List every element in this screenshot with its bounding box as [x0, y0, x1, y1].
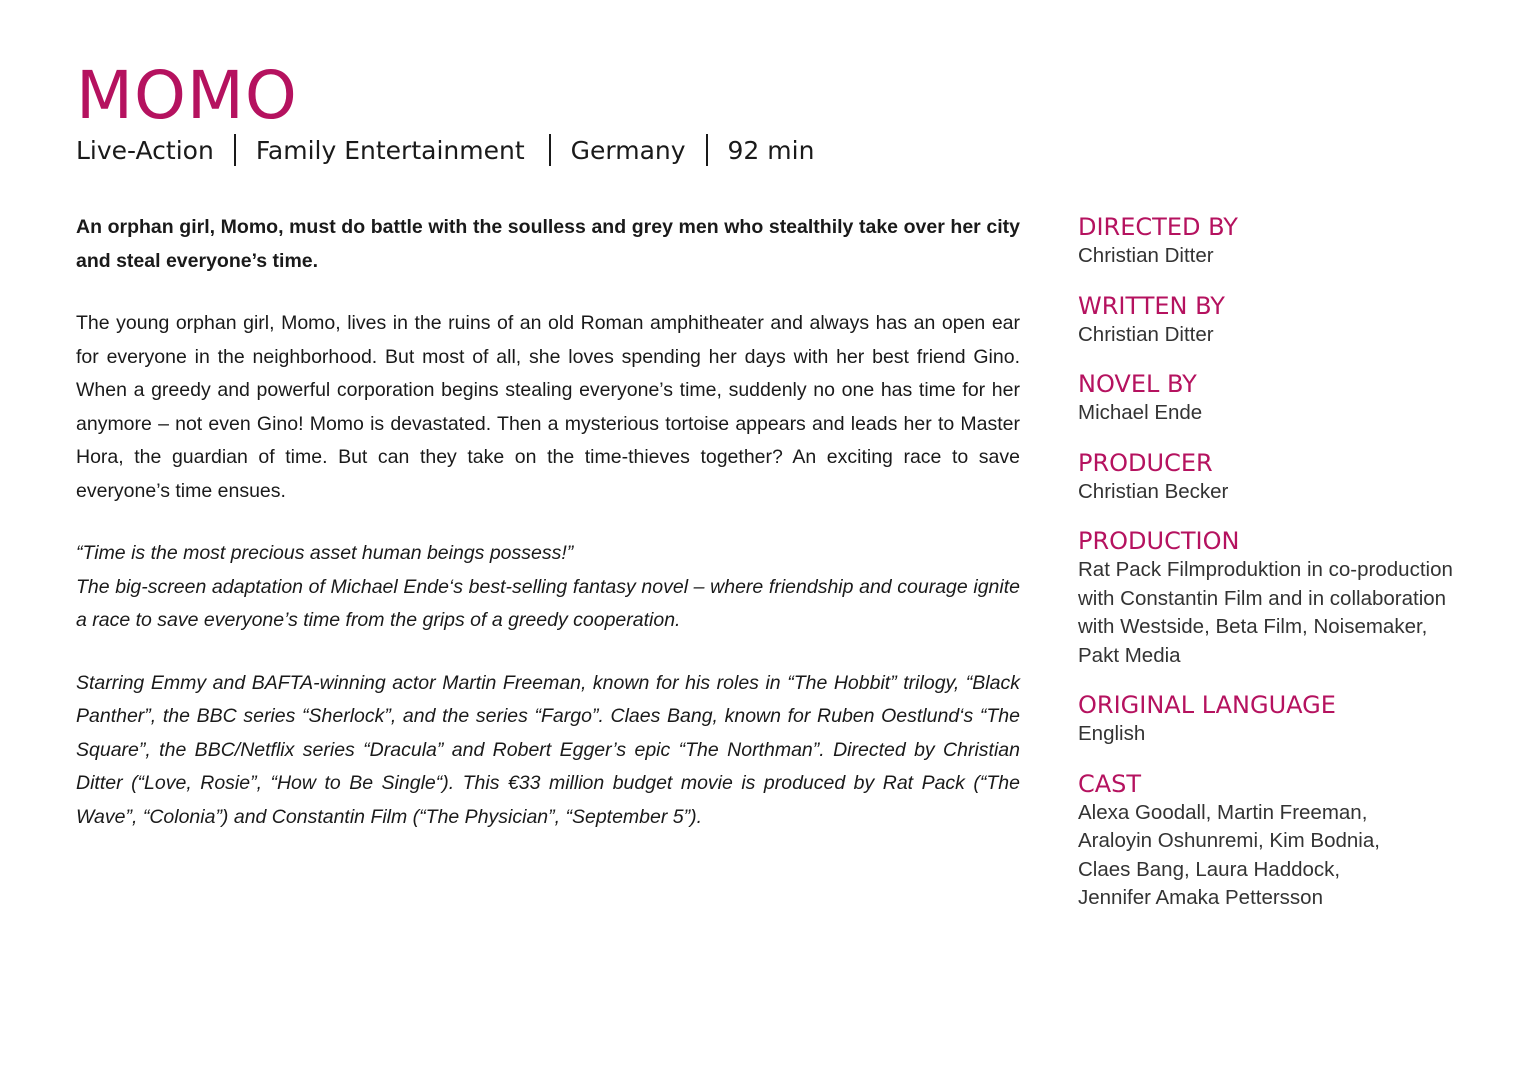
credit-line: with Westside, Beta Film, Noisemaker,: [1078, 615, 1428, 638]
synopsis-column: [76, 211, 1020, 863]
credit-label: NOVEL BY: [1078, 370, 1197, 398]
credit-line: Christian Becker: [1078, 479, 1229, 503]
runtime-label: 92 min: [727, 135, 815, 165]
credit-line: English: [1078, 722, 1146, 745]
credit-value: [1078, 556, 1498, 670]
country-label: Germany: [570, 135, 686, 165]
film-meta-line: [76, 132, 814, 168]
credit-label: WRITTEN BY: [1078, 291, 1225, 320]
credit-value: [1078, 799, 1498, 913]
credit-line: Rat Pack Filmproduktion in co-production: [1078, 558, 1453, 581]
credit-label: PRODUCTION: [1078, 527, 1240, 555]
credit-value: [1078, 321, 1498, 350]
credit-directed-by: [1078, 212, 1498, 271]
meta-divider: [706, 134, 708, 166]
credits-column: [1078, 212, 1498, 933]
credit-production: [1078, 526, 1498, 670]
starring-paragraph: Starring Emmy and BAFTA-winning actor Martin Freeman, known for his roles in “The Hobbit” trilogy, “Black Panther”, the BBC series “Sherlock”, and the series “Fargo”. Claes Bang, known for Ruben Oestlund‘s “The Square”, the BBC/Netflix series “Dracula” and Robert Egger’s epic “The Northman”. Directed by Christian Ditter (“Love, Rosie”, “How to Be Single“). This €33 million budget movie is produced by Rat Pack (“The Wave”, “Colonia”) and Constantin Film (“The Physician”, “September 5”).: [76, 671, 1020, 828]
quote-line: “Time is the most precious asset human beings possess!”: [76, 542, 574, 564]
film-title: MOMO: [76, 57, 298, 134]
credit-label: PRODUCER: [1078, 448, 1213, 477]
credit-producer: [1078, 448, 1498, 507]
credit-written-by: [1078, 291, 1498, 350]
meta-divider: [549, 134, 551, 166]
credit-value: [1078, 478, 1498, 507]
format-label: Live-Action: [76, 135, 214, 165]
quote-block: [76, 537, 1020, 638]
credit-line: Christian Ditter: [1078, 244, 1214, 267]
credit-label: CAST: [1078, 769, 1142, 798]
credit-line: Claes Bang, Laura Haddock,: [1078, 857, 1341, 881]
story-synopsis: The young orphan girl, Momo, lives in the ruins of an old Roman amphitheater and always has an open ear for everyone in the neighborhood. But most of all, she loves spending her days with her best friend Gino. When a greedy and powerful corporation begins stealing everyone’s time, suddenly no one has time for her anymore – not even Gino! Momo is devastated. Then a mysterious tortoise appears and leads her to Master Hora, the guardian of time. But can they take on the time-thieves together? An exciting race to save everyone’s time ensues.: [76, 312, 1020, 502]
credit-line: Christian Ditter: [1078, 322, 1214, 346]
credit-value: [1078, 242, 1498, 271]
credit-line: Pakt Media: [1078, 643, 1181, 667]
credit-line: Alexa Goodall, Martin Freeman,: [1078, 800, 1368, 824]
logline: An orphan girl, Momo, must do battle with the soulless and grey men who stealthily take over her city and steal everyone’s time.: [76, 216, 1020, 272]
genre-label: Family Entertainment: [255, 135, 525, 165]
credit-label: ORIGINAL LANGUAGE: [1078, 691, 1336, 719]
credit-value: [1078, 399, 1498, 428]
credit-line: Michael Ende: [1078, 401, 1203, 424]
credit-original-language: [1078, 690, 1498, 749]
credit-label: DIRECTED BY: [1078, 213, 1238, 241]
credit-line: Araloyin Oshunremi, Kim Bodnia,: [1078, 829, 1380, 852]
credit-line: with Constantin Film and in collaboration: [1078, 586, 1447, 610]
credit-cast: [1078, 769, 1498, 913]
credit-line: Jennifer Amaka Pettersson: [1078, 886, 1323, 909]
credit-value: [1078, 720, 1498, 749]
credit-novel-by: [1078, 369, 1498, 428]
quote-text: The big-screen adaptation of Michael Ende‘s best-selling fantasy novel – where friendship and courage ignite a race to save everyone’s time from the grips of a greedy cooperation.: [76, 575, 1020, 631]
meta-divider: [234, 134, 236, 166]
